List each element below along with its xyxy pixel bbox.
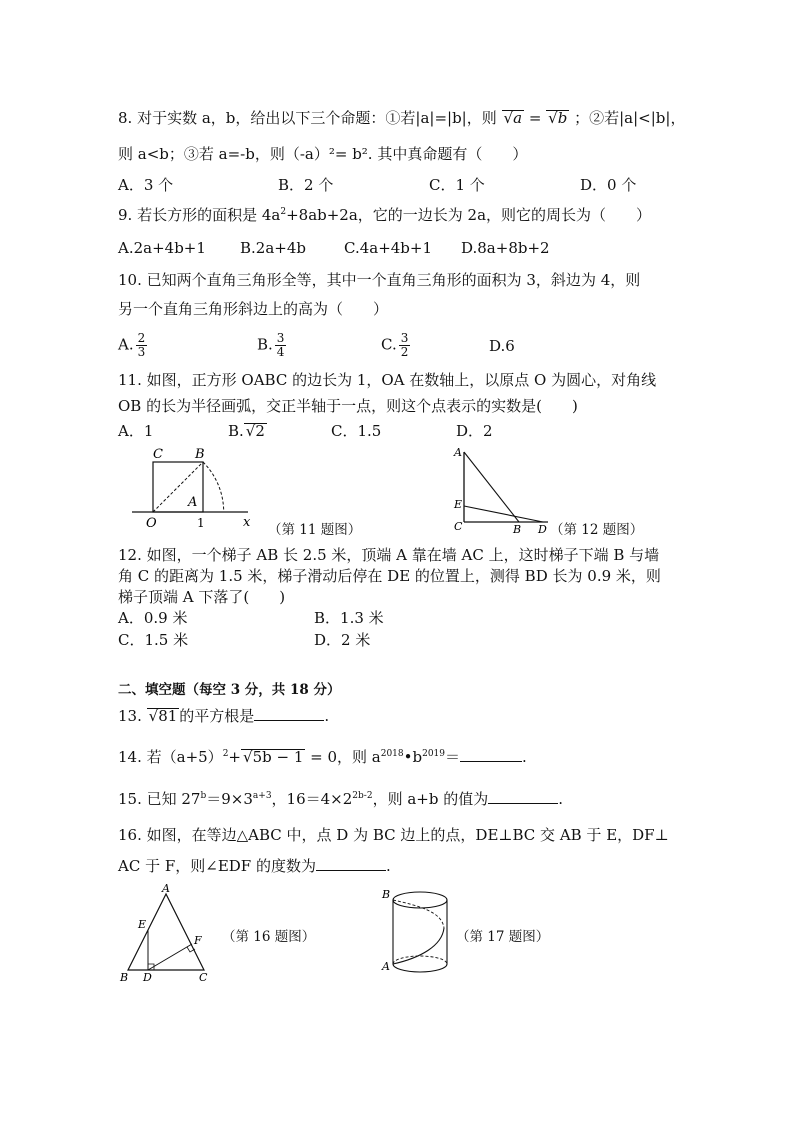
q11-line-2: OB 的长为半径画弧，交正半轴于一点，则这个点表示的实数是( ) (118, 397, 578, 415)
q12-caption: （第 12 题图） (550, 522, 644, 538)
label-e: E (454, 498, 463, 511)
q12-option-a: A．0.9 米 (118, 609, 188, 627)
q11-caption: （第 11 题图） (268, 522, 362, 538)
q11-figure (128, 444, 268, 530)
q8-option-d: D．0 个 (580, 176, 637, 194)
q9-option-c: C.4a+4b+1 (344, 239, 433, 257)
q16-line-1: 16. 如图，在等边△ABC 中，点 D 为 BC 边上的点，DE⊥BC 交 AB 于 E，DF⊥ (118, 826, 669, 844)
q12-option-b: B．1.3 米 (314, 609, 384, 627)
q12-line-2: 角 C 的距离为 1.5 米，梯子滑动后停在 DE 的位置上，测得 BD 长为 0.9 米，则 (118, 567, 661, 585)
q8-text-a: 8. 对于实数 a，b，给出以下三个命题：①若|a|=|b|，则 (118, 109, 497, 127)
label-f: F (194, 934, 202, 947)
q12-line-1: 12. 如图，一个梯子 AB 长 2.5 米，顶端 A 靠在墙 AC 上，这时梯子下端 B 与墙 (118, 546, 660, 564)
label-b: B (382, 888, 391, 901)
q16-figure (116, 884, 216, 984)
q14-answer-blank[interactable] (460, 747, 522, 762)
segment-df (148, 944, 192, 970)
section-title: 二、填空题（每空 3 分，共 18 分） (118, 682, 341, 698)
q8-sqrt-b: √b (548, 109, 568, 127)
label-c: C (454, 520, 463, 533)
q8-line-2: 则 a<b；③若 a=-b，则（-a）²= b². 其中真命题有（ ） (118, 145, 528, 163)
q11-option-c: C．1.5 (331, 422, 382, 440)
label-c: C (153, 447, 163, 462)
cylinder-bottom-front (393, 964, 447, 972)
q10-option-d: D.6 (489, 337, 515, 355)
q13-sqrt: √81 (148, 707, 178, 725)
cylinder-top (393, 892, 447, 908)
label-a: A (454, 446, 462, 459)
q14-question: 14. 若$(a+5)^2+ √5b - 1 = 0$，则 $a^{2018}•b^{2019}=$ . (118, 748, 527, 766)
q8-eq: = (528, 109, 542, 127)
label-d: D (143, 971, 152, 984)
q17-figure (380, 884, 460, 980)
q12-option-d: D．2 米 (314, 631, 371, 649)
label-c: C (199, 971, 208, 984)
q8-option-c: C．1 个 (429, 176, 485, 194)
q9-text-b: +8ab+2a，它的一边长为 2a，则它的周长为（ ） (286, 206, 652, 224)
q11-option-b: B. √2 (228, 422, 265, 440)
q11-line-1: 11. 如图，正方形 OABC 的边长为 1，OA 在数轴上，以原点 O 为圆心，对角线 (118, 371, 657, 389)
q9-option-b: B.2a+4b (240, 239, 306, 257)
q9-text-a: 9. 若长方形的面积是 4a (118, 206, 281, 224)
label-a: A (382, 960, 390, 973)
q13-answer-blank[interactable] (254, 706, 324, 721)
q9-option-d: D.8a+8b+2 (461, 239, 550, 257)
q9-question (118, 205, 651, 225)
right-angle-f (187, 947, 195, 952)
q10-line-1: 10. 已知两个直角三角形全等，其中一个直角三角形的面积为 3，斜边为 4，则 (118, 271, 641, 289)
q15-answer-blank[interactable] (488, 789, 558, 804)
label-b: B (195, 447, 205, 462)
label-a: A (188, 495, 198, 510)
q8-option-a: A．3 个 (118, 176, 174, 194)
q15-question: 15. 已知 $27^b=9\times 3^{a+3}$，$16=4\times 2^{2b-2}$，则 a+b 的值为 . (118, 790, 563, 808)
q8-text-c: ；②若|a|<|b|， (574, 109, 686, 127)
label-o: O (146, 516, 157, 530)
path-back (393, 900, 444, 928)
label-one: 1 (197, 516, 205, 530)
q10-option-a: A. $\frac{2}{3}$ (118, 331, 146, 359)
q17-caption: （第 17 题图） (456, 929, 550, 945)
cylinder-bottom-back (393, 956, 447, 964)
q16-answer-blank[interactable] (316, 856, 386, 871)
q8-sqrt-a: √a (503, 109, 523, 127)
q13-question: 13. √81 的平方根是 . (118, 707, 330, 725)
q8-option-b: B．2 个 (278, 176, 334, 194)
label-e: E (138, 918, 147, 931)
q11-option-d: D．2 (456, 422, 493, 440)
q9-exponent: 2 (280, 207, 287, 217)
label-b: B (120, 971, 129, 984)
ladder-de (464, 506, 543, 522)
q10-option-b: B. $\frac{3}{4}$ (257, 331, 285, 359)
q16-caption: （第 16 题图） (222, 929, 316, 945)
q10-option-c: C. $\frac{3}{2}$ (381, 331, 409, 359)
q12-line-3: 梯子顶端 A 下落了( ) (118, 588, 286, 606)
label-a: A (162, 884, 170, 895)
label-x: x (243, 515, 251, 530)
arc (203, 462, 224, 512)
path-front (393, 928, 444, 964)
label-d: D (538, 523, 547, 534)
q16-line-2: AC 于 F，则∠EDF 的度数为 . (118, 857, 391, 875)
q8-line-1 (118, 108, 685, 128)
label-b: B (513, 523, 522, 534)
q10-line-2: 另一个直角三角形斜边上的高为（ ） (118, 300, 389, 318)
q12-figure (448, 444, 558, 534)
q9-option-a: A.2a+4b+1 (118, 239, 206, 257)
q12-option-c: C．1.5 米 (118, 631, 189, 649)
triangle-abc (128, 894, 204, 970)
q14-sqrt: √5b − 1 (243, 748, 304, 766)
q11-option-a: A．1 (118, 422, 154, 440)
